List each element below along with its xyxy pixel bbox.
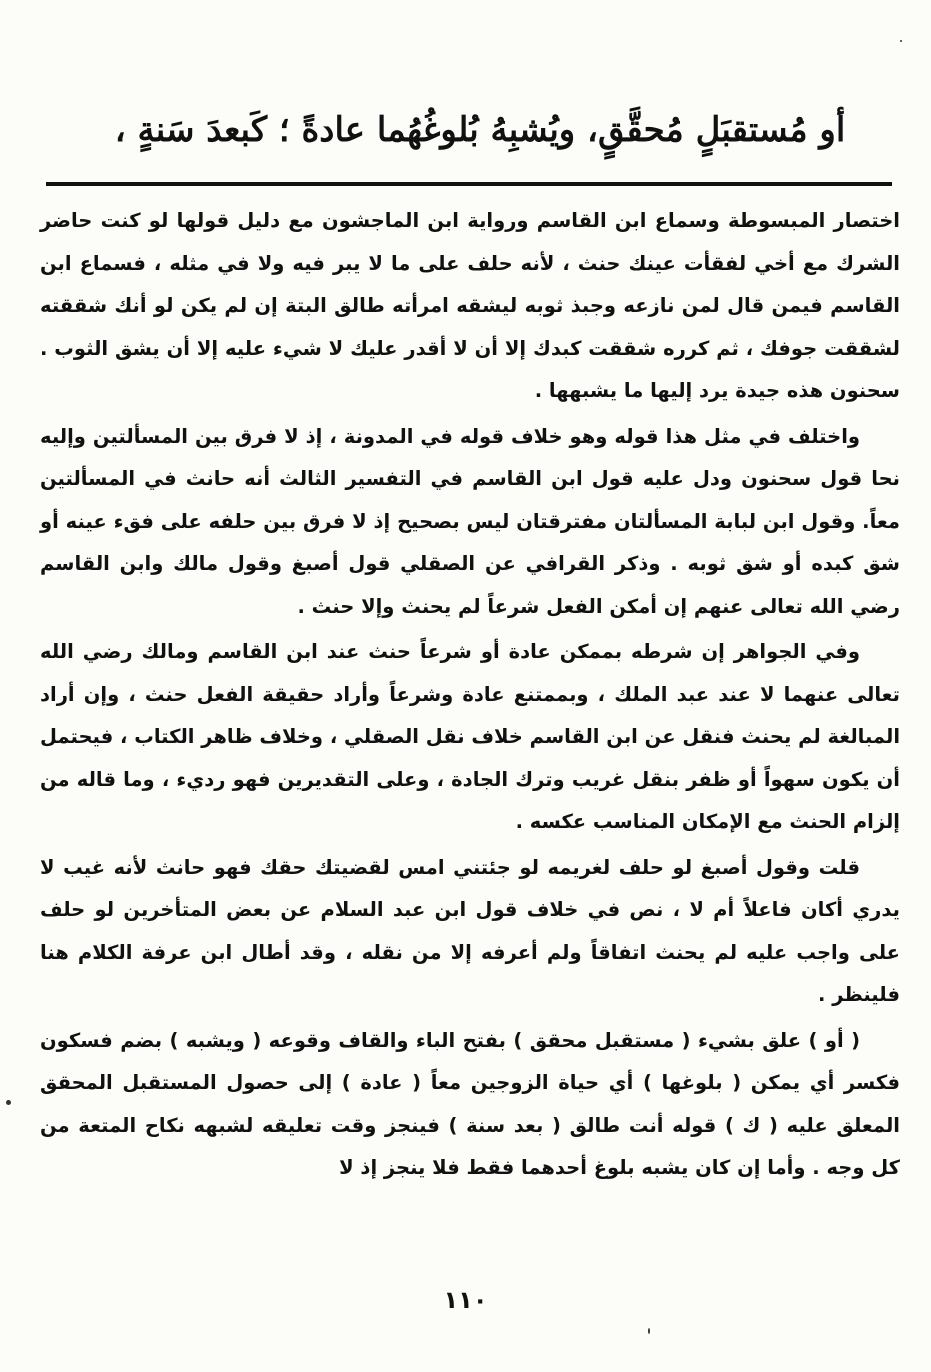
page-number: ١١٠ xyxy=(443,1286,488,1314)
paragraph-5: ( أو ) علق بشيء ( مستقبل محقق ) بفتح الباء والقاف وقوعه ( ويشبه ) بضم فسكون فكسر أي يمكن ( بلوغها ) أي حياة الزوجين معاً ( عادة ) إلى حصول المستقبل المحقق المعلق عليه ( ك ) قوله أنت طالق ( بعد سنة ) فينجز وقت تعليقه لشبهه نكاح المتعة من كل وجه . وأما إن كان يشبه بلوغ أحدهما فقط فلا ينجز إذ لا xyxy=(40,1028,900,1179)
scan-speck xyxy=(6,1100,11,1105)
scan-speck xyxy=(648,1328,650,1334)
scan-speck xyxy=(900,40,902,42)
paragraph-2: واختلف في مثل هذا قوله وهو خلاف قوله في المدونة ، إذ لا فرق بين المسألتين وإليه نحا قول سحنون ودل عليه قول ابن القاسم في التفسير الثالث أنه حانث في المسألتين معاً. وقول ابن لبابة المسألتان مفترقتان ليس بصحيح إذ لا فرق بين حلفه على فقء عينه أو شق كبده أو شق ثوبه . وذكر القرافي عن الصقلي قول أصبغ وقول مالك وابن القاسم رضي الله تعالى عنهم إن أمكن الفعل شرعاً لم يحنث وإلا حنث . xyxy=(40,424,900,618)
paragraph-4: قلت وقول أصبغ لو حلف لغريمه لو جئتني امس لقضيتك حقك فهو حانث لأنه غيب لا يدري أكان فاعلاً أم لا ، نص في خلاف قول ابن عبد السلام عن بعض المتأخرين لو حلف على واجب عليه لم يحنث اتفاقاً ولم أعرفه إلا من نقله ، وقد أطال ابن عرفة الكلام هنا فلينظر . xyxy=(40,855,900,1006)
paragraph-1: اختصار المبسوطة وسماع ابن القاسم ورواية ابن الماجشون مع دليل قولها لو كنت حاضر الشرك مع أخي لفقأت عينك حنث ، لأنه حلف على ما لا يبر فيه ولا في مثله ، فسماع ابن القاسم فيمن قال لمن نازعه وجبذ ثوبه ليشقه امرأته طالق البتة إن لم يكن لو أنك شققته لشققت جوفك ، ثم كرره شققت كبدك إلا أن لا أقدر عليك لا شيء عليه إلا أن يشق الثوب . سحنون هذه جيدة يرد إليها ما يشبهها . xyxy=(40,209,900,402)
page-header-verse: أو مُستقبَلٍ مُحقَّقٍ، ويُشبِهُ بُلوغُهُما عادةً ؛ كَبعدَ سَنةٍ ، xyxy=(114,110,846,150)
paragraph-3: وفي الجواهر إن شرطه بممكن عادة أو شرعاً حنث عند ابن القاسم ومالك رضي الله تعالى عنهما لا عند عبد الملك ، وبممتنع عادة وشرعاً وأراد حقيقة الفعل حنث ، وإن أراد المبالغة لم يحنث فنقل عن ابن القاسم خلاف نقل الصقلي ، وخلاف ظاهر الكتاب ، فيحتمل أن يكون سهواً أو ظفر بنقل غريب وترك الجادة ، وعلى التقديرين فهو رديء ، وما قاله من إلزام الحنث مع الإمكان المناسب عكسه . xyxy=(40,640,900,833)
header-rule xyxy=(46,182,892,186)
commentary-body xyxy=(40,200,900,1193)
